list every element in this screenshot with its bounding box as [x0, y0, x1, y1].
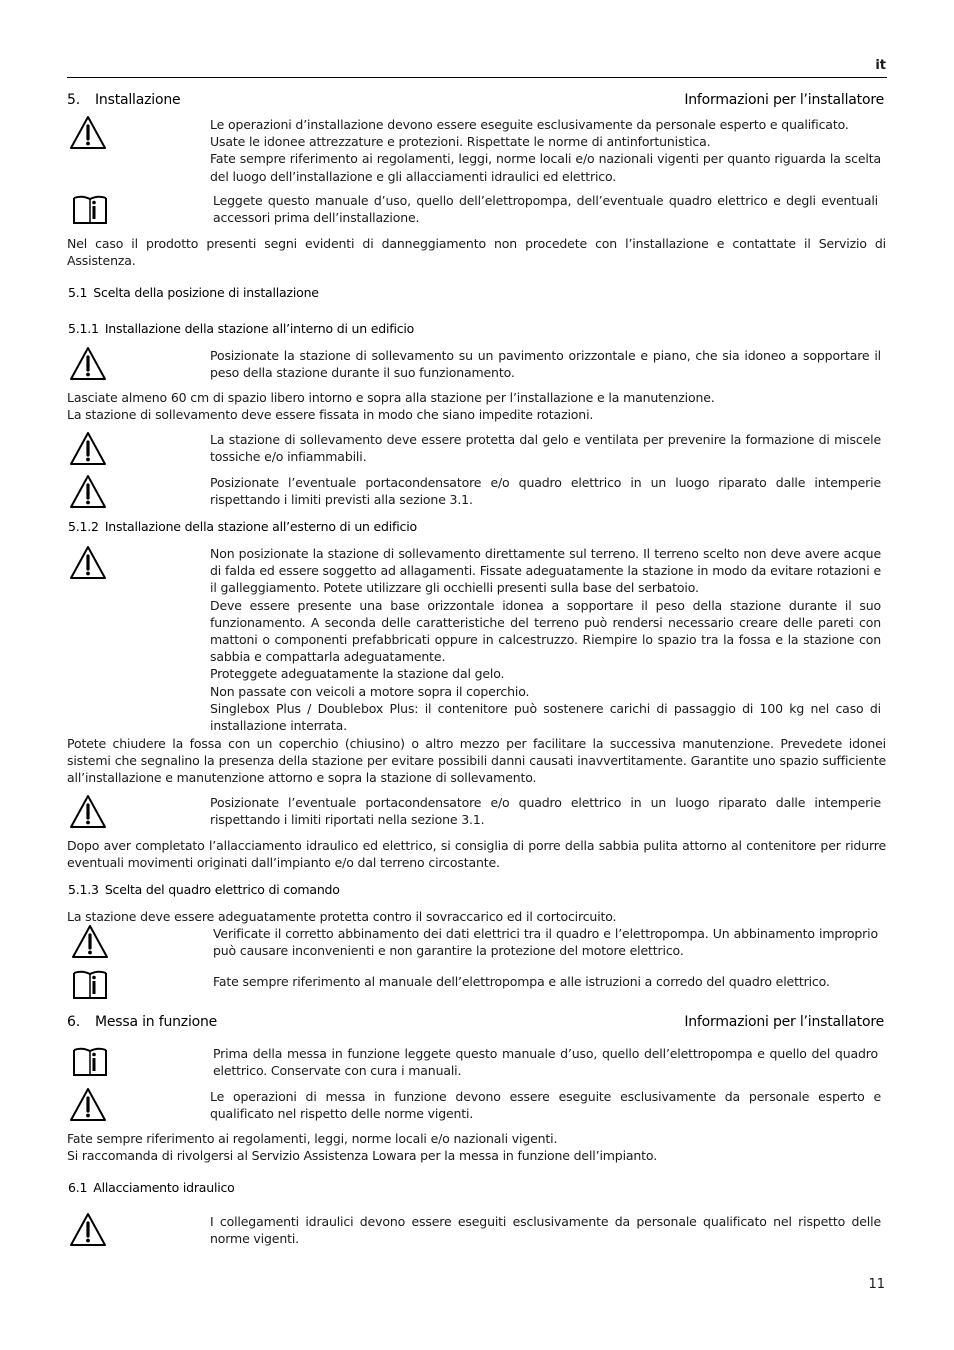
section-5-damage-text: Nel caso il prodotto presenti segni evidenti di danneggiamento non procedete con l’installazione e contattate il Servizio di Assistenza. [67, 236, 886, 269]
paragraph: Non posizionate la stazione di sollevamento direttamente sul terreno. Il terreno scelto non deve avere acque di falda ed essere soggetto ad allagamenti. Fissate adeguatamente la stazione in modo da evitare rotazioni e il galleggiamento. Potete utilizzare gli occhielli presenti sulla base del serbatoio. [210, 546, 881, 596]
section-6-manual-text: Prima della messa in funzione leggete questo manuale d’uso, quello dell’elettropompa e quello del quadro elettrico. Conservate con cura i manuali. [213, 1046, 878, 1079]
section-6-heading [67, 1014, 217, 1030]
subsection-5-1-2-heading [68, 519, 417, 534]
s5-1-1-warning-3: Posizionate l’eventuale portacondensatore e/o quadro elettrico in un luogo riparato dalle intemperie rispettando i limiti previsti alla sezione 3.1. [210, 475, 881, 508]
warning-icon [69, 794, 107, 830]
subsection-6-1-heading [68, 1180, 235, 1195]
s5-1-1-warning-2: La stazione di sollevamento deve essere protetta dal gelo e ventilata per prevenire la formazione di miscele tossiche e/o infiammabili. [210, 432, 881, 465]
s5-1-3-manual: Fate sempre riferimento al manuale dell’elettropompa e alle istruzioni a corredo del quadro elettrico. [213, 974, 830, 989]
s5-1-2-body-2: Dopo aver completato l’allacciamento idraulico ed elettrico, si consiglia di porre della sabbia pulita attorno al contenitore per ridurre eventuali movimenti originati dall’impianto e/o dal terreno circostante. [67, 838, 886, 871]
subsection-5-1-3-heading [68, 882, 340, 897]
s5-1-2-warning-2: Posizionate l’eventuale portacondensatore e/o quadro elettrico in un luogo riparato dalle intemperie rispettando i limiti riportati nella sezione 3.1. [210, 795, 881, 828]
warning-icon [69, 474, 107, 510]
manual-book-icon [71, 192, 109, 228]
section-number: 6. [67, 1014, 80, 1030]
language-tag: it [875, 58, 886, 73]
s5-1-1-body [67, 389, 886, 423]
manual-book-icon [71, 967, 109, 1003]
section-5-manual-text: Leggete questo manuale d’uso, quello dell’elettropompa, dell’eventuale quadro elettrico e degli eventuali accessori prima dell’installazione. [213, 193, 878, 226]
warning-icon [69, 346, 107, 382]
paragraph: Fate sempre riferimento ai regolamenti, leggi, norme locali e/o nazionali vigenti per quanto riguarda la scelta del luogo dell’installazione e gli allacciamenti idraulici ed elettrico. [210, 151, 881, 184]
s5-1-3-warning: Verificate il corretto abbinamento dei dati elettrici tra il quadro e l’elettropompa. Un abbinamento improprio può causare inconvenienti e non garantire la protezione del motore elettrico. [213, 926, 878, 959]
section-5-warning-text [210, 116, 881, 185]
subsection-number: 5.1.1 [68, 321, 99, 336]
paragraph: Si raccomanda di rivolgersi al Servizio Assistenza Lowara per la messa in funzione dell’impianto. [67, 1148, 658, 1164]
warning-icon [71, 924, 109, 960]
section-6-body [67, 1130, 886, 1164]
subsection-title: Scelta del quadro elettrico di comando [104, 882, 340, 897]
section-6-warning-text: Le operazioni di messa in funzione devono essere eseguite esclusivamente da personale esperto e qualificato nel rispetto delle norme vigenti. [210, 1089, 881, 1122]
s5-1-3-body: La stazione deve essere adeguatamente protetta contro il sovraccarico ed il cortocircuito. [67, 909, 617, 924]
subsection-title: Allacciamento idraulico [93, 1180, 235, 1195]
paragraph: Fate sempre riferimento ai regolamenti, leggi, norme locali e/o nazionali vigenti. [67, 1131, 558, 1146]
section-6-audience: Informazioni per l’installatore [684, 1014, 884, 1030]
warning-icon [69, 1087, 107, 1123]
paragraph: Deve essere presente una base orizzontale idonea a sopportare il peso della stazione durante il suo funzionamento. A seconda delle caratteristiche del terreno può rendersi necessario creare delle pareti con mattoni o componenti prefabbricati oppure in calcestruzzo. Riempire lo spazio tra la fossa e la stazione con sabbia e compattarla adeguatamente. [210, 597, 881, 665]
s5-1-2-body-1: Potete chiudere la fossa con un coperchio (chiusino) o altro mezzo per facilitare la successiva manutenzione. Prevedete idonei sistemi che segnalino la presenza della stazione per evitare possibili danni causati inavvertitamente. Garantite uno spazio sufficiente all’installazione e manutenzione attorno e sopra la stazione di sollevamento. [67, 736, 886, 786]
s5-1-2-warning-1 [210, 545, 881, 734]
paragraph: Singlebox Plus / Doublebox Plus: il contenitore può sostenere carichi di passaggio di 100 kg nel caso di installazione interrata. [210, 700, 881, 734]
subsection-number: 6.1 [68, 1180, 88, 1195]
subsection-number: 5.1 [68, 285, 88, 300]
paragraph: Le operazioni d’installazione devono essere eseguite esclusivamente da personale esperto e qualificato. [210, 117, 849, 132]
subsection-number: 5.1.2 [68, 519, 99, 534]
section-5-heading [67, 92, 180, 108]
manual-book-icon [71, 1044, 109, 1080]
paragraph: Lasciate almeno 60 cm di spazio libero intorno e sopra alla stazione per l’installazione e la manutenzione. [67, 390, 715, 405]
warning-icon [69, 1212, 107, 1248]
section-title: Messa in funzione [95, 1014, 218, 1030]
warning-icon [69, 431, 107, 467]
subsection-title: Installazione della stazione all’esterno di un edificio [104, 519, 417, 534]
warning-icon [69, 115, 107, 151]
subsection-title: Scelta della posizione di installazione [93, 285, 319, 300]
warning-icon [69, 545, 107, 581]
section-5-audience: Informazioni per l’installatore [684, 92, 884, 108]
header-rule [67, 77, 887, 78]
subsection-number: 5.1.3 [68, 882, 99, 897]
section-title: Installazione [95, 92, 181, 108]
s6-1-warning: I collegamenti idraulici devono essere eseguiti esclusivamente da personale qualificato nel rispetto delle norme vigenti. [210, 1214, 881, 1247]
section-number: 5. [67, 92, 80, 108]
subsection-title: Installazione della stazione all’interno di un edificio [104, 321, 415, 336]
paragraph: La stazione di sollevamento deve essere fissata in modo che siano impedite rotazioni. [67, 407, 594, 423]
s5-1-1-warning-1: Posizionate la stazione di sollevamento su un pavimento orizzontale e piano, che sia idoneo a sopportare il peso della stazione durante il suo funzionamento. [210, 348, 881, 381]
paragraph: Proteggete adeguatamente la stazione dal gelo. [210, 666, 505, 682]
page-number: 11 [868, 1277, 885, 1292]
paragraph: Usate le idonee attrezzature e protezioni. Rispettate le norme di antinfortunistica. [210, 134, 711, 150]
subsection-5-1-1-heading [68, 321, 414, 336]
subsection-5-1-heading [68, 285, 319, 300]
paragraph: Non passate con veicoli a motore sopra il coperchio. [210, 683, 530, 699]
